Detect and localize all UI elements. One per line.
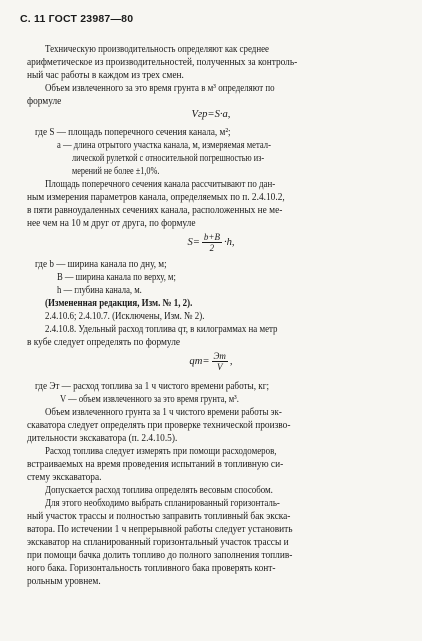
text-line: ный участок трассы и полностью заправить топливный бак экска- [27,511,291,522]
text-line: ватора. По истечении 1 ч непрерывной работы следует установить [27,524,293,535]
page-header: С. 11 ГОСТ 23987—80 [20,13,134,25]
amendment-note: (Измененная редакция, Изм. № 1, 2). [45,298,193,309]
text-line: встраиваемых на время проведения испытаний в топливную си- [27,459,284,470]
text-line: Расход топлива следует измерять при помощи расходомеров, [45,446,277,457]
text-line: B — ширина канала по верху, м; [57,272,176,283]
fraction-denominator: 2 [209,243,215,254]
fraction-denominator: V [216,362,223,373]
text-line: где S — площадь поперечного сечения канала, м²; [35,127,231,138]
text-line: 2.4.10.8. Удельный расход топлива qт, в килограммах на метр [45,324,278,335]
fraction-numerator: Эт [213,351,226,362]
formula-area-rhs: ·h, [223,237,235,248]
formula-volume: Vгр=S·a, [191,109,231,120]
text-line: Объем извлеченного грунта за 1 ч чистого времени работы эк- [45,407,282,418]
text-line: 2.4.10.6; 2.4.10.7. (Исключены, Изм. № 2). [45,311,205,322]
text-line: ного бака. Горизонтальность топливного бака проверять конт- [27,563,276,574]
text-line: стему экскаватора. [27,472,102,483]
text-line: Площадь поперечного сечения канала рассчитывают по дан- [45,179,276,190]
text-line: Допускается расход топлива определять весовым способом. [45,485,273,496]
text-line: дительности экскаватора (п. 2.4.10.5). [27,433,178,444]
text-line: Для этого необходимо выбрать спланированный горизонталь- [45,498,280,509]
text-line: мерений не более ±1,0%. [72,166,160,177]
formula-fuel-fraction [212,351,228,372]
text-line: h — глубина канала, м. [57,285,142,296]
text-line: лической рулеткой с относительной погрешностью из- [72,153,265,164]
formula-area-fraction [202,232,222,253]
formula-fuel-lhs: qт= [189,356,210,367]
text-line: рольным уровнем. [27,576,101,587]
text-line: a — длина отрытого участка канала, м, измеряемая метал- [57,140,271,151]
formula-area [0,231,422,255]
text-line: Техническую производительность определяют как среднее [45,44,269,55]
text-line: ный час работы в каждом из трех смен. [27,70,184,81]
text-line: где Эт — расход топлива за 1 ч чистого времени работы, кг; [35,381,270,392]
text-line: V — объем извлеченного за это время грунта, м³. [60,394,239,405]
formula-fuel-rhs: , [229,356,233,367]
fraction-numerator: b+B [203,232,220,243]
text-line: при помощи бачка долить топливо до полного заполнения топлив- [27,550,293,561]
text-line: в кубе следует определять по формуле [27,337,181,348]
formula-fuel [0,350,422,374]
text-line: нее чем на 10 м друг от друга, по формуле [27,218,196,229]
text-line: экскаватор на спланированный горизонтальный участок трассы и [27,537,289,548]
formula-area-lhs: S= [187,237,200,248]
text-line: арифметическое из производительностей, полученных за контроль- [27,57,298,68]
text-line: где b — ширина канала по дну, м; [35,259,167,270]
text-line: Объем извлеченного за это время грунта в м³ определяют по [45,83,275,94]
text-line: ным измерения параметров канала, определяемых по п. 2.4.10.2, [27,192,285,203]
text-line: скаватора следует определять при проверке технической произво- [27,420,291,431]
text-line: в пяти равноудаленных сечениях канала, расположенных не ме- [27,205,283,216]
text-line: формуле [27,96,62,107]
